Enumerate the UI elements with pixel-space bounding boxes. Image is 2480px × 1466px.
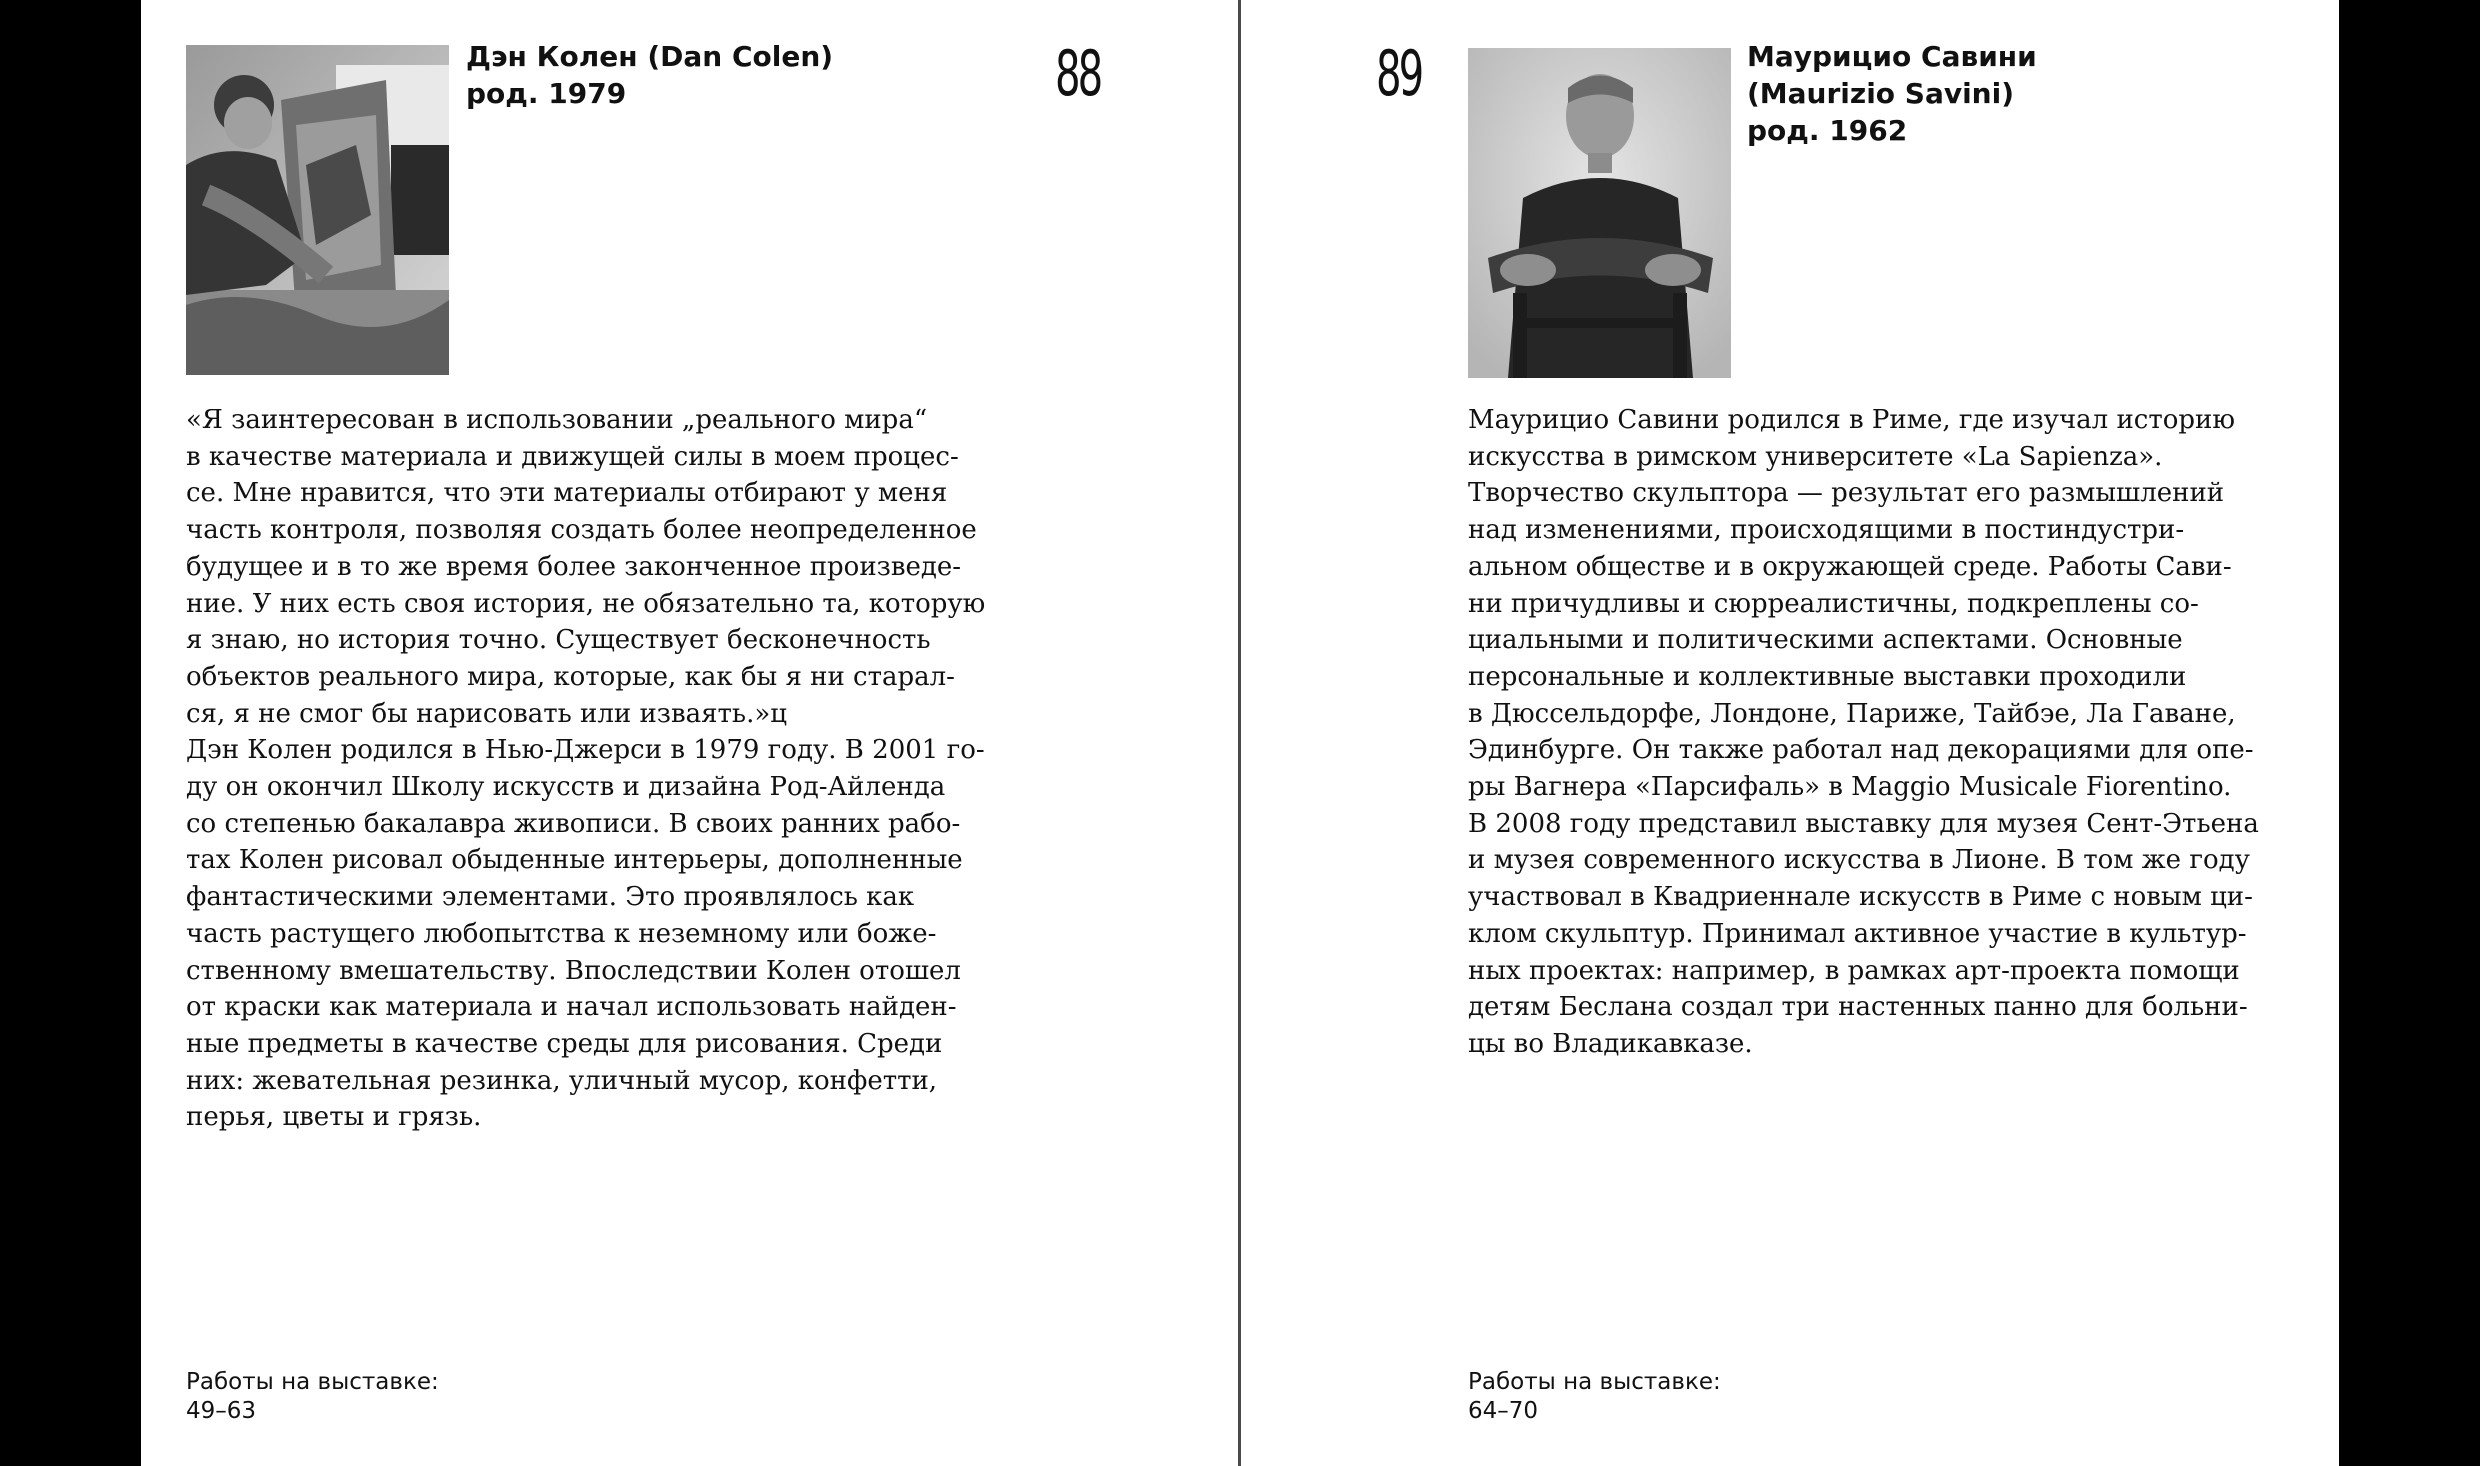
bio-line: ственному вмешательству. Впоследствии Колен отошел — [186, 955, 961, 986]
bio-line: альном обществе и в окружающей среде. Работы Сави- — [1468, 551, 2232, 582]
artist-bio — [1468, 402, 2259, 1063]
bio-line: Творчество скульптора — результат его размышлений — [1468, 478, 2225, 509]
bio-line: перья, цветы и грязь. — [186, 1102, 482, 1133]
bio-line: В 2008 году представил выставку для музея Сент-Этьена — [1468, 808, 2259, 839]
artist-photo-dan-colen — [186, 45, 449, 375]
bio-line: от краски как материала и начал использовать найден- — [186, 992, 957, 1023]
artist-name-latin: (Maurizio Savini) — [1747, 77, 2015, 110]
bio-line: ни причудливы и сюрреалистичны, подкреплены со- — [1468, 588, 2199, 619]
bio-line: я знаю, но история точно. Существует бесконечность — [186, 625, 931, 656]
bio-line: ние. У них есть своя история, не обязательно та, которую — [186, 588, 986, 619]
works-range: 64–70 — [1468, 1398, 1539, 1424]
bio-line: фантастическими элементами. Это проявлялось как — [186, 882, 915, 913]
bio-line: детям Беслана создал три настенных панно для больни- — [1468, 992, 2248, 1023]
page-number: 88 — [1055, 37, 1101, 110]
bio-line: них: жевательная резинка, уличный мусор, конфетти, — [186, 1065, 938, 1096]
artist-name: Маурицио Савини — [1747, 40, 2037, 73]
works-label: Работы на выставке: — [1468, 1369, 1721, 1395]
works-on-exhibition — [186, 1368, 439, 1426]
bio-line: персональные и коллективные выставки проходили — [1468, 661, 2187, 692]
bio-line: объектов реального мира, которые, как бы я ни старал- — [186, 661, 955, 692]
bio-line: ду он окончил Школу искусств и дизайна Род-Айленда — [186, 772, 946, 803]
works-on-exhibition — [1468, 1368, 1721, 1426]
bio-line: участвовал в Квадриеннале искусств в Риме с новым ци- — [1468, 882, 2253, 913]
bio-line: Маурицио Савини родился в Риме, где изучал историю — [1468, 405, 2235, 435]
artist-heading — [466, 38, 886, 112]
bio-line: Эдинбурге. Он также работал над декорациями для опе- — [1468, 735, 2254, 766]
bio-line: «Я заинтересован в использовании „реального мира“ — [186, 405, 928, 435]
artist-photo-maurizio-savini — [1468, 48, 1731, 378]
bio-line: искусства в римском университете «La Sapienza». — [1468, 441, 2163, 472]
bio-line: ся, я не смог бы нарисовать или изваять.»ц — [186, 698, 787, 729]
photo-image — [1468, 48, 1731, 378]
bio-line: тах Колен рисовал обыденные интерьеры, дополненные — [186, 845, 963, 876]
bio-line: над изменениями, происходящими в постиндустри- — [1468, 515, 2185, 546]
bio-line: со степенью бакалавра живописи. В своих ранних рабо- — [186, 808, 961, 839]
bio-line: се. Мне нравится, что эти материалы отбирают у меня — [186, 478, 948, 509]
bio-line: будущее и в то же время более законченное произведе- — [186, 551, 962, 582]
bio-line: Дэн Колен родился в Нью-Джерси в 1979 году. В 2001 го- — [186, 735, 985, 766]
bio-line: ных проектах: например, в рамках арт-проекта помощи — [1468, 955, 2240, 986]
works-range: 49–63 — [186, 1398, 257, 1424]
bio-line: цы во Владикавказе. — [1468, 1028, 1753, 1059]
artist-heading — [1747, 38, 2167, 149]
artist-born: род. 1979 — [466, 77, 627, 110]
right-page — [1241, 0, 2339, 1466]
artist-bio — [186, 402, 985, 1136]
page-number: 89 — [1376, 37, 1422, 110]
photo-image — [186, 45, 449, 375]
bio-line: в качестве материала и движущей силы в моем процес- — [186, 441, 959, 472]
artist-born: род. 1962 — [1747, 114, 1908, 147]
bio-line: и музея современного искусства в Лионе. В том же году — [1468, 845, 2250, 876]
bio-line: циальными и политическими аспектами. Основные — [1468, 625, 2183, 656]
bio-line: ры Вагнера «Парсифаль» в Maggio Musicale Fiorentino. — [1468, 772, 2232, 803]
artist-name: Дэн Колен (Dan Colen) — [466, 40, 834, 73]
bio-line: ные предметы в качестве среды для рисования. Среди — [186, 1028, 943, 1059]
works-label: Работы на выставке: — [186, 1369, 439, 1395]
bio-line: в Дюссельдорфе, Лондоне, Париже, Тайбэе, Ла Гаване, — [1468, 698, 2236, 729]
left-page — [141, 0, 1238, 1466]
bio-line: часть растущего любопытства к неземному или боже- — [186, 918, 937, 949]
bio-line: часть контроля, позволяя создать более неопределенное — [186, 515, 977, 546]
bio-line: клом скульптур. Принимал активное участие в культур- — [1468, 918, 2247, 949]
